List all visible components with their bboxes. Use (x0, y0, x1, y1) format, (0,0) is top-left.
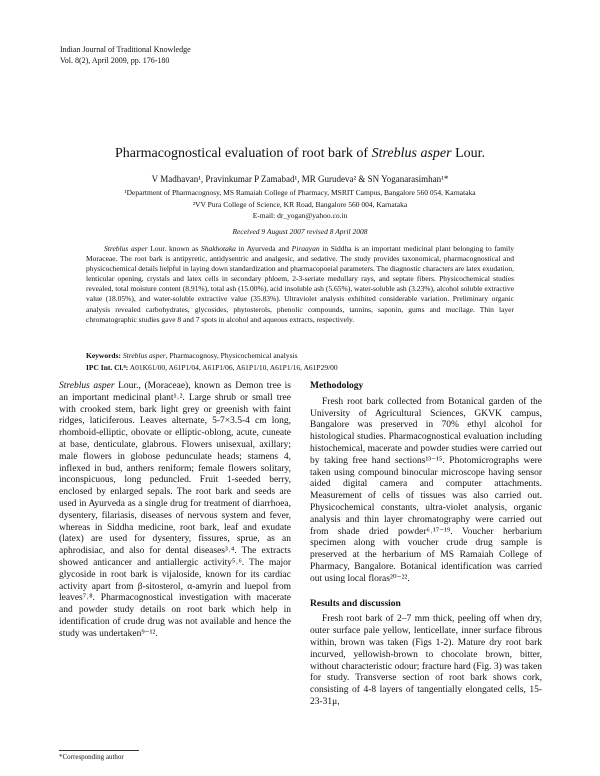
methodology-heading: Methodology (310, 381, 364, 391)
journal-volume: Vol. 8(2), April 2009, pp. 176-180 (60, 56, 170, 65)
abstract-text-3: in Siddha is an important medicinal plant belonging to family Moraceae. The root bark is antipyretic, antidysentric and analgesic, and sedative. The study provides taxonomical, pharmacognostical and physicochemical details helpful in laying down standardization and pharmacopoeial parameters. The diagnostic characters are latex exudation, lenticular opening, crystals and latex cells in secondary phloem, 2-3-seriate medullary rays, and septate fibers. Physicochemical studies revealed, total moisture content (8.91%), total ash (15.00%), acid insoluble ash (5.65%), water-soluble ash (3.23%), alcohol soluble extractive value (18.05%), and water-soluble extractive value (35.83%). Ultraviolet analysis exhibited considerable variation. Preliminary organic analysis revealed carbohydrates, glycosides, phytosterols, phenolic compounds, tannins, saponin, gums and mucilage. Thin layer chromatographic studies gave 8 and 7 spots in alcohol and aqueous extracts, respectively. (86, 244, 514, 324)
left-column (59, 381, 291, 641)
affiliation-1: ¹Department of Pharmacognosy, MS Ramaiah College of Pharmacy, MSRIT Campus, Bangalore 560 054, Karnataka (124, 188, 476, 197)
title-suffix: Lour. (451, 146, 486, 161)
abstract-text-1: Lour. known as (147, 244, 201, 253)
abstract (86, 244, 514, 325)
keywords-rest: , Pharmacognosy, Physicochemical analysis (165, 351, 298, 360)
title-species: Streblus asper (371, 146, 452, 161)
keywords-label: Keywords: (86, 351, 121, 360)
ipc-value: A01K61/00, A61P1/04, A61P1/06, A61P1/10, A61P1/16, A61P29/00 (128, 363, 338, 372)
footnote: *Corresponding author (59, 753, 124, 761)
paper-title (0, 146, 600, 162)
email[interactable]: E-mail: dr_yogan@yahoo.co.in (252, 211, 348, 220)
intro-text: Lour., (Moraceae), known as Demon tree is an important medicinal plant¹˒². Large shrub or small tree with crooked stem, bark light grey or greenish with faint ridges, laticiferous. Leaves alternate, 5-7×3.5-4 cm long, rhomboid-elliptic, obovate or elliptic-oblong, acute, cuneate at base, denticulate, glabrous. Flowers unisexual, axillary; male flowers in globose pedunculate heads; stamens 4, inflexed in bud, anthers reniform; female flowers solitary, inconspicuous, long peduncled. Fruit 1-seeded berry, enclosed by enlarged sepals. The root bark and seeds are used in Ayurveda as a single drug for treatment of diarrhoea, dysentery, filariasis, diseases of nervous system and fever, whereas in Siddha medicine, root bark, leaf and exudate (latex) are used for dysentery, fissures, sprue, as an aphrodisiac, and also for dental diseases³˒⁴. The extracts showed anticancer and antiallergic activity⁵˒⁶. The major glycoside in root bark is vijaloside, known for its cardiac activity apart from β-sitosterol, α-amyrin and luepol from leaves⁷˒⁸. Pharmacognostical investigation with macerate and powder study details on root bark which help in identification of crude drug was not available and hence the study was undertaken⁹⁻¹². (59, 381, 291, 639)
ipc-classification (86, 363, 514, 372)
abstract-text-2: in Ayurveda and (235, 244, 292, 253)
abstract-name-1: Shakhotaka (200, 244, 236, 253)
keywords-species: Streblus asper (122, 351, 166, 360)
methodology-text: Fresh root bark collected from Botanical garden of the University of Agricultural Sciences, GKVK campus, Bangalore was preserved in 70% ethyl alcohol for histological studies. Pharmacognostical evaluation including histochemical, macerate and powder studies were carried out by taking free hand sections¹³⁻¹⁵. Photomicrographs were taken using compound binocular microscope having sensor aided digital camera and computer attachments. Measurement of cells of tissues was also carried out. Physicochemical constants, ultra-violet analysis, organic analysis and thin layer chromatography were carried out from shade dried powder⁶˒¹⁷⁻¹⁹. Voucher herbarium specimen along with voucher crude drug sample is preserved at the herbarium of MS Ramaiah College of Pharmacy, Bangalore. Botanical identification was carried out using local floras²⁰⁻²². (310, 396, 542, 584)
footnote-rule (59, 750, 139, 751)
abstract-species: Streblus asper (104, 244, 148, 253)
received-date: Received 9 August 2007 revised 8 April 2008 (232, 227, 368, 236)
ipc-label: IPC Int. Cl.⁸: (86, 363, 129, 372)
abstract-name-2: Piraayan (291, 244, 320, 253)
journal-header (60, 44, 191, 66)
affiliation-2: ²VV Pura College of Science, KR Road, Bangalore 560 004, Karnataka (192, 199, 408, 209)
authors: V Madhavan¹, Pravinkumar P Zamabad¹, MR Gurudeva² & SN Yoganarasimhan¹* (151, 174, 449, 184)
title-main: Pharmacognostical evaluation of root bark of (114, 146, 372, 161)
results-heading: Results and discussion (310, 598, 401, 609)
intro-paragraph (59, 381, 291, 641)
journal-name: Indian Journal of Traditional Knowledge (60, 45, 191, 54)
results-text: Fresh root bark of 2–7 mm thick, peeling off when dry, outer surface pale yellow, lenticellate, inner surface fibrous within, brown was taken (Figs 1-2). Mature dry root bark incurved, yellowish-brown to chocolate brown, bitter, without characteristic odour; fracture hard (Fig. 3) was taken for study. Transverse section of root bark shows cork, consisting of 4-8 layers of tangentially elongated cells, 15-23-31μ, (310, 614, 542, 707)
intro-species: Streblus asper (59, 381, 115, 391)
right-column (310, 381, 542, 709)
affiliations (0, 187, 600, 222)
keywords (86, 351, 514, 360)
